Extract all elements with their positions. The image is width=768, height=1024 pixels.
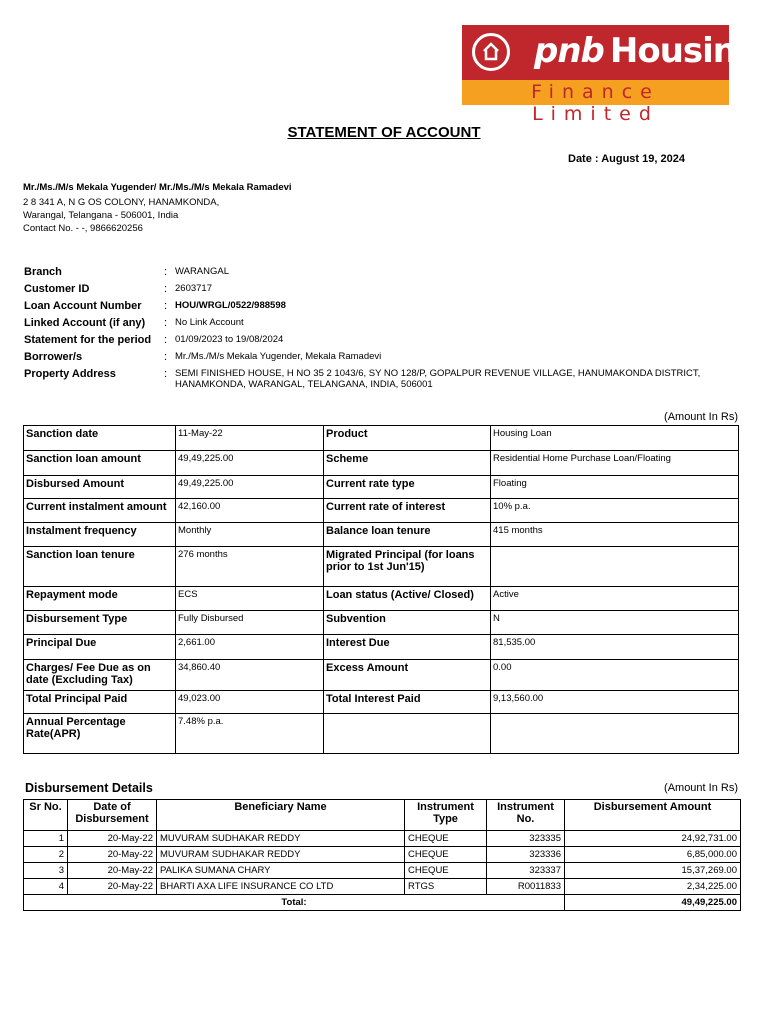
col-amount: Disbursement Amount — [565, 800, 741, 831]
customer-address-block — [23, 181, 292, 235]
table-row: Repayment mode ECS Loan status (Active/ Closed) Active — [24, 587, 739, 611]
table-row: Disbursement Type Fully Disbursed Subvention N — [24, 611, 739, 635]
col-sr-no: Sr No. — [24, 800, 68, 831]
contact-number: Contact No. - -, 9866620256 — [23, 223, 143, 234]
logo-red-band — [462, 25, 760, 80]
total-label: Total: — [24, 895, 565, 911]
loan-details-table — [23, 425, 739, 754]
address-line-2: Warangal, Telangana - 506001, India — [23, 210, 179, 221]
col-beneficiary: Beneficiary Name — [157, 800, 405, 831]
col-instrument-no: Instrument No. — [487, 800, 565, 831]
col-instrument-type: Instrument Type — [405, 800, 487, 831]
table-row: 2 20-May-22 MUVURAM SUDHAKAR REDDY CHEQUE 323336 6,85,000.00 — [24, 847, 741, 863]
amount-note-disbursement: (Amount In Rs) — [664, 782, 738, 794]
customer-name: Mr./Ms./M/s Mekala Yugender/ Mr./Ms./M/s Mekala Ramadevi — [23, 182, 292, 193]
table-row: Principal Due 2,661.00 Interest Due 81,535.00 — [24, 635, 739, 660]
table-row: 1 20-May-22 MUVURAM SUDHAKAR REDDY CHEQUE 323335 24,92,731.00 — [24, 831, 741, 847]
table-row: Current instalment amount 42,160.00 Current rate of interest 10% p.a. — [24, 499, 739, 523]
address-line-1: 2 8 341 A, N G OS COLONY, HANAMKONDA, — [23, 197, 220, 208]
table-row: Sanction date 11-May-22 Product Housing Loan — [24, 426, 739, 451]
amount-note-loan: (Amount In Rs) — [664, 411, 738, 423]
table-row: 4 20-May-22 BHARTI AXA LIFE INSURANCE CO LTD RTGS R0011833 2,34,225.00 — [24, 879, 741, 895]
table-row: Charges/ Fee Due as on date (Excluding Tax) 34,860.40 Excess Amount 0.00 — [24, 660, 739, 691]
statement-date: Date : August 19, 2024 — [568, 153, 685, 165]
table-row: Annual Percentage Rate(APR) 7.48% p.a. — [24, 714, 739, 754]
col-date: Date of Disbursement — [68, 800, 157, 831]
table-row: Sanction loan tenure 276 months Migrated Principal (for loans prior to 1st Jun'15) — [24, 547, 739, 587]
logo-brand-text: pnb Housing — [534, 31, 760, 71]
table-row: Sanction loan amount 49,49,225.00 Scheme Residential Home Purchase Loan/Floating — [24, 451, 739, 476]
table-row: Instalment frequency Monthly Balance loan tenure 415 months — [24, 523, 739, 547]
table-header-row — [24, 800, 741, 831]
table-row: Total Principal Paid 49,023.00 Total Interest Paid 9,13,560.00 — [24, 691, 739, 714]
logo-subtitle: Finance Limited — [531, 81, 660, 125]
page-title: STATEMENT OF ACCOUNT — [287, 124, 481, 141]
disbursement-title: Disbursement Details — [25, 781, 153, 795]
pnb-housing-logo — [462, 25, 760, 125]
table-row: Disbursed Amount 49,49,225.00 Current rate type Floating — [24, 476, 739, 499]
disbursement-table — [23, 799, 741, 911]
total-row — [24, 895, 741, 911]
total-amount: 49,49,225.00 — [565, 895, 741, 911]
table-row: 3 20-May-22 PALIKA SUMANA CHARY CHEQUE 323337 15,37,269.00 — [24, 863, 741, 879]
house-icon — [472, 33, 510, 71]
